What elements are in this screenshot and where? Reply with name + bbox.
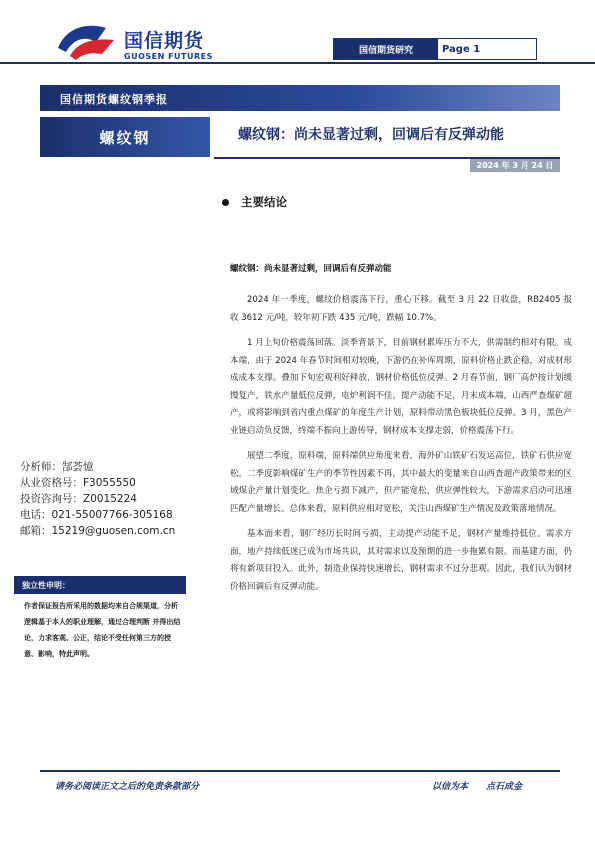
section-heading-text: 主要结论 (241, 195, 287, 209)
analyst-phone: 电话：021-55007766-305168 (20, 509, 173, 521)
analyst-info (20, 459, 205, 539)
footer-slogan-1: 以信为本 (432, 782, 469, 792)
logo-text-en: GUOSEN FUTURES (124, 52, 213, 61)
report-category-label: 国信期货研究 (334, 39, 438, 59)
body-subhead: 螺纹钢：尚未显著过剩，回调后有反弹动能 (230, 264, 392, 274)
footer-divider (40, 770, 560, 772)
page-number: Page 1 (442, 43, 481, 55)
analyst-name: 分析师：郜荟憶 (20, 461, 94, 473)
header-divider (0, 62, 595, 64)
logo-mark-icon (56, 22, 118, 62)
commodity-tag-label: 螺纹钢 (99, 128, 151, 147)
footer-slogan-2: 点石成金 (486, 782, 523, 792)
footer-disclaimer-notice: 请务必阅读正文之后的免责条款部分 (55, 782, 200, 792)
report-date: 2024 年 3 月 24 日 (470, 159, 560, 172)
banner-title: 国信期货螺纹钢季报 (60, 93, 168, 106)
body-paragraph: 基本面来看，钢厂经历长时间亏损，主动提产动能不足，钢材产量维持低位。需求方面，地产持续低迷已成为市场共识，其对需求以及预期的进一步拖累有限。而基建方面，仍将有新项目投入。此外，制造业保持快速增长，钢材需求不过分悲观。因此，我们认为钢材价格回调后有反弹动能。 (230, 529, 572, 592)
company-logo (56, 22, 216, 64)
footer-slogan (432, 779, 522, 792)
independence-statement-title: 独立性申明： (14, 576, 186, 594)
body-paragraph: 1 月上旬价格震荡回落。淡季背景下，目前钢材累库压力不大，供需制约相对有限。成本端，由于 2024 年春节时间相对较晚，下游仍在补库周期，原料价格止跌企稳，对成材形成成本支撑。叠加下旬宏观利好释放，钢材价格低位反弹。2 月春节前，钢厂高炉按计划缓慢复产，铁水产量低位反弹，电炉利润不佳，提产动能不足，月末成本端，山西严查煤矿超产，或将影响到省内重点煤矿的年度生产计划，原料带动黑色板块低位反弹。3 月，黑色产业链启动负反馈，终端不振向上游传导，钢材成本支撑走弱，价格震荡下行。 (230, 338, 572, 436)
analyst-email: 邮箱：15219@guosen.com.cn (20, 525, 176, 537)
analyst-license: 从业资格号：F3055550 (20, 477, 136, 489)
body-paragraph: 展望二季度，原料端，原料端供应角度来看，海外矿山铁矿石发运高位，铁矿石供应宽松。二季度影响煤矿生产的季节性因素不再，其中最大的变量来自山西查超产政策带来的区域煤企产量计划变化。焦企亏损下减产，但产能宽松，供应弹性较大，下游需求启动可迅速匹配产量增长。总体来看，原料供应相对宽松，关注山西煤矿生产情况及政策落地情况。 (230, 451, 572, 514)
report-body (230, 262, 572, 604)
commodity-tag (40, 117, 210, 157)
body-paragraph: 2024 年一季度，螺纹价格震荡下行，重心下移。截至 3 月 22 日收盘，RB2405 报收 3612 元/吨，较年初下跌 435 元/吨，跌幅 10.7%。 (230, 295, 572, 323)
section-heading (222, 194, 287, 210)
report-series-banner (40, 85, 560, 111)
report-title: 螺纹钢：尚未显著过剩，回调后有反弹动能 (238, 127, 504, 143)
independence-statement-text: 作者保证报告所采用的数据均来自合规渠道，分析逻辑基于本人的职业理解，通过合理判断 并得出结论，力求客观、公正，结论不受任何第三方的授意、影响，特此声明。 (24, 602, 181, 658)
analyst-consult-number: 投资咨询号：Z0015224 (20, 493, 137, 505)
bullet-icon (222, 199, 229, 206)
header-info-box (333, 38, 537, 60)
logo-text-cn: 国信期货 (124, 30, 205, 52)
